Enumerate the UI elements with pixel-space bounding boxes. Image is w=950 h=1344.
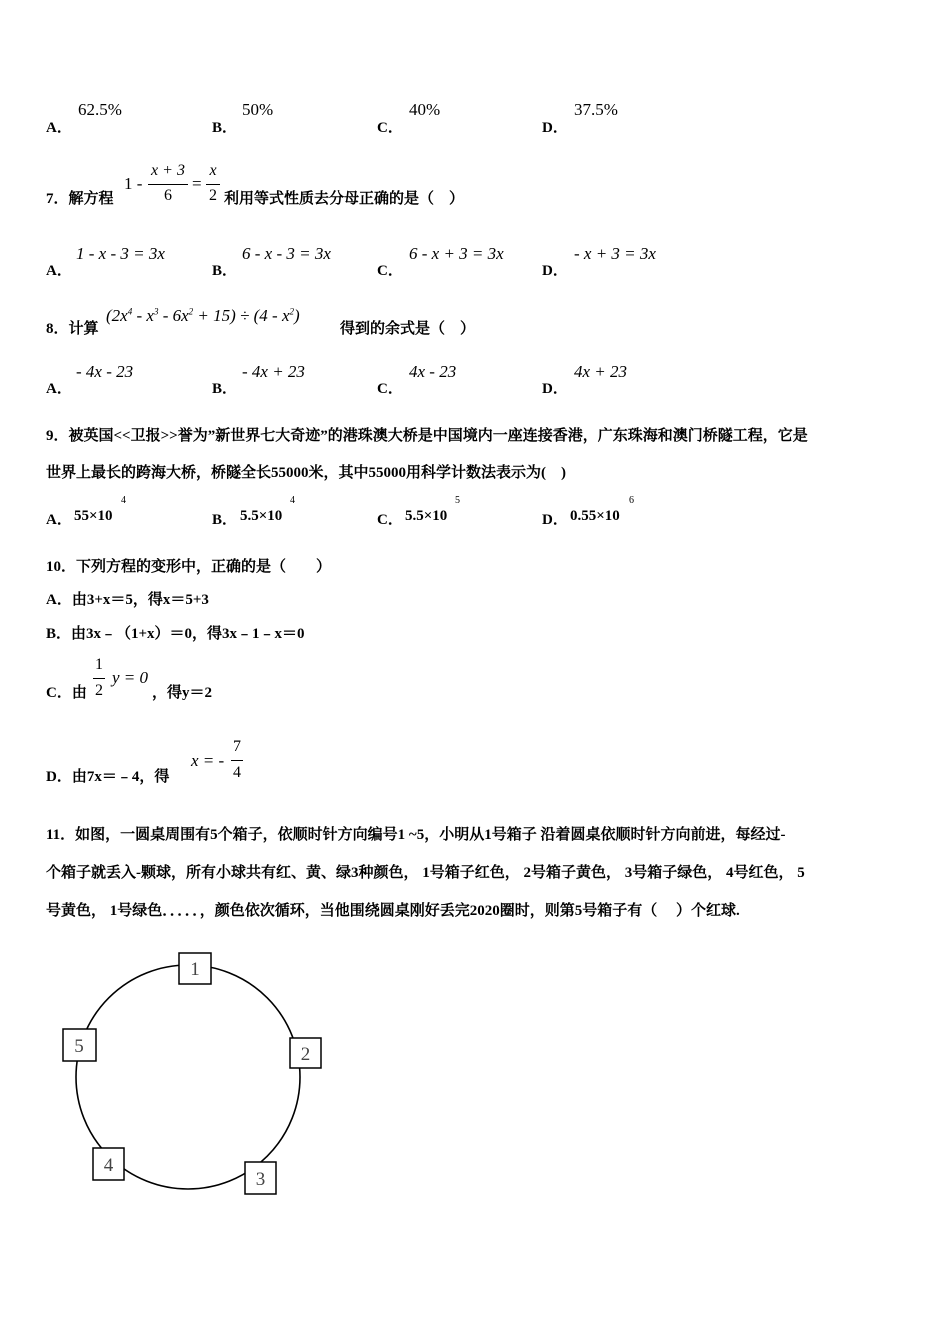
- q8-stem-tail: 得到的余式是（ ）: [340, 321, 476, 337]
- box-2-label: 2: [300, 1044, 311, 1065]
- q9-option-d-exponent: 6: [629, 495, 634, 506]
- q7-option-a-value: 1 - x - 3 = 3x: [76, 244, 165, 263]
- q8-exp-4: 4: [127, 306, 133, 317]
- q8-expression: [106, 306, 300, 326]
- q9-option-b-base: 5.5×10: [240, 508, 283, 524]
- q7-option-d-label: D．: [542, 263, 568, 279]
- q8-option-a-label: A．: [46, 381, 72, 397]
- q6-option-c-value: 40%: [409, 100, 441, 119]
- q11-stem-line-1: 11．如图，一圆桌周围有5个箱子，依顺时针方向编号1 ~5，小明从1号箱子 沿着圆桌依顺时针方向前进，每经过-: [46, 827, 786, 843]
- box-3-label: 3: [255, 1169, 266, 1190]
- q6-option-b-label: B．: [212, 120, 238, 136]
- q7-eq-one: 1 -: [124, 174, 143, 193]
- q8-option-c-label: C．: [377, 381, 403, 397]
- q8-exp-3: 3: [153, 306, 159, 317]
- q9-option-c-exponent: 5: [455, 495, 460, 506]
- q10-option-c-prefix: C．由: [46, 685, 87, 701]
- q6-option-b-value: 50%: [242, 100, 274, 119]
- q10-option-c-numerator: 1: [95, 656, 103, 673]
- box-4-label: 4: [103, 1155, 114, 1176]
- q7-fraction-bar-2: [206, 184, 220, 185]
- box-3: [245, 1162, 276, 1194]
- q7-option-c-label: C．: [377, 263, 403, 279]
- q9-option-c-label: C．: [377, 512, 403, 528]
- q8-option-b-label: B．: [212, 381, 238, 397]
- q8-expr-end: ): [294, 306, 300, 325]
- q10-option-b: B．由3x﹣（1+x）＝0，得3x﹣1﹣x＝0: [46, 626, 305, 642]
- q9-option-d-base: 0.55×10: [570, 508, 620, 524]
- q7-option-b-label: B．: [212, 263, 238, 279]
- q6-option-d-label: D．: [542, 120, 568, 136]
- q10-option-a: A．由3+x＝5，得x＝5+3: [46, 592, 209, 608]
- box-5-label: 5: [74, 1036, 84, 1057]
- q7-option-b-value: 6 - x - 3 = 3x: [242, 244, 331, 263]
- q8-exp-2b: 2: [289, 306, 294, 317]
- q10-option-d-prefix: D．由7x＝﹣4，得: [46, 769, 170, 785]
- q9-stem-line-1: 9．被英国<<卫报>>誉为”新世界七大奇迹”的港珠澳大桥是中国境内一座连接香港，广东珠海和澳门桥隧工程，它是: [46, 428, 808, 444]
- q10-option-c-fraction-bar: [93, 678, 105, 679]
- q9-stem-line-2: 世界上最长的跨海大桥，桥隧全长55000米，其中55000用科学计数法表示为( ): [46, 465, 566, 481]
- q10-option-d-fraction-bar: [231, 760, 243, 761]
- q6-option-d-value: 37.5%: [574, 100, 618, 119]
- q8-expr-mid2: - 6x: [158, 306, 189, 325]
- q6-option-c-label: C．: [377, 120, 403, 136]
- q8-option-c-value: 4x - 23: [409, 362, 457, 381]
- q10-option-d-numerator: 7: [233, 738, 241, 755]
- q6-option-a-label: A．: [46, 120, 72, 136]
- box-1-label: 1: [190, 959, 200, 980]
- q7-eq-numerator-2: x: [209, 162, 217, 179]
- q6-option-a-value: 62.5%: [78, 100, 122, 119]
- box-4: [93, 1148, 124, 1180]
- box-5: [63, 1029, 96, 1061]
- q8-option-d-value: 4x + 23: [574, 362, 628, 381]
- q8-option-d-label: D．: [542, 381, 568, 397]
- q10-stem: 10．下列方程的变形中，正确的是（ ）: [46, 559, 332, 575]
- q7-option-a-label: A．: [46, 263, 72, 279]
- q9-option-b-exponent: 4: [290, 495, 295, 506]
- q7-option-d-value: - x + 3 = 3x: [574, 244, 656, 263]
- q10-option-c-denominator: 2: [95, 682, 103, 699]
- box-2: [290, 1038, 321, 1068]
- q8-expr-left: (2x: [106, 306, 128, 325]
- q7-eq-denominator-1: 6: [164, 187, 172, 204]
- q8-expr-mid1: - x: [132, 306, 154, 325]
- q9-option-c-base: 5.5×10: [405, 508, 448, 524]
- q10-option-d-denominator: 4: [233, 764, 241, 781]
- q9-option-d-label: D．: [542, 512, 568, 528]
- q7-eq-denominator-2: 2: [209, 187, 217, 204]
- q8-expr-mid3: + 15) ÷ (4 - x: [193, 306, 290, 325]
- q9-option-a-label: A．: [46, 512, 72, 528]
- q8-number: 8．计算: [46, 321, 99, 337]
- q8-option-b-value: - 4x + 23: [242, 362, 305, 381]
- q7-option-c-value: 6 - x + 3 = 3x: [409, 244, 504, 263]
- q7-stem-tail: 利用等式性质去分母正确的是（ ）: [224, 191, 465, 207]
- q11-stem-line-2: 个箱子就丢入-颗球，所有小球共有红、黄、绿3种颜色， 1号箱子红色， 2号箱子黄色， 3号箱子绿色， 4号红色， 5: [46, 865, 805, 881]
- round-table-figure: [0, 940, 360, 1210]
- q8-exp-2a: 2: [188, 306, 194, 317]
- q11-stem-line-3: 号黄色， 1号绿色．．．．．，颜色依次循环，当他围绕圆桌刚好丢完2020圈时，则第5号箱子有（ ）个红球.: [46, 903, 740, 919]
- q9-option-a-exponent: 4: [121, 495, 126, 506]
- q8-option-a-value: - 4x - 23: [76, 362, 134, 381]
- q10-option-c-expression: y = 0: [112, 668, 149, 687]
- q7-number: 7．解方程: [46, 191, 114, 207]
- box-1: [179, 953, 211, 984]
- q10-option-d-expression: x = -: [191, 751, 225, 770]
- q7-eq-equals: =: [192, 174, 202, 193]
- q9-option-b-label: B．: [212, 512, 238, 528]
- q7-fraction-bar-1: [148, 184, 188, 185]
- q7-eq-numerator-1: x + 3: [151, 162, 185, 179]
- q9-option-a-base: 55×10: [74, 508, 113, 524]
- q10-option-c-tail: ，得y＝2: [152, 685, 213, 701]
